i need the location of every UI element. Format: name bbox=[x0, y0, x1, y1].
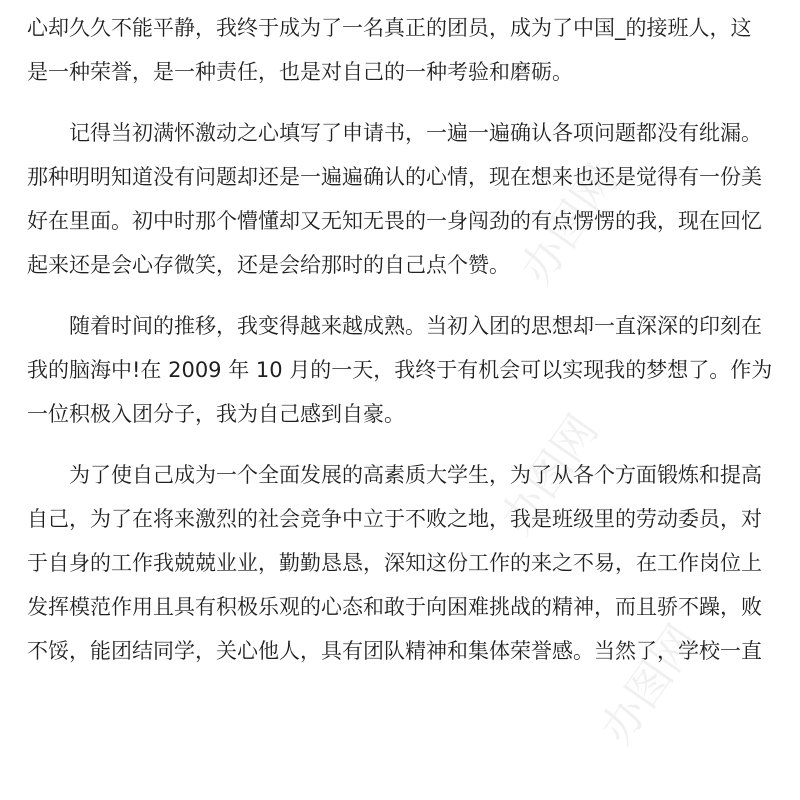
document-body bbox=[27, 6, 777, 690]
watermark: 办图网 bbox=[490, 405, 609, 544]
text-line: 起来还是会心存微笑，还是会给那时的自己点个赞。 bbox=[27, 253, 510, 277]
text-line: 随着时间的推移，我变得越来越成熟。当初入团的思想却一直深深的印刻在 bbox=[69, 314, 762, 338]
text-line: 那种明明知道没有问题却还是一遍遍确认的心情，现在想来也还是觉得有一份美 bbox=[27, 165, 762, 189]
text-line: 不馁，能团结同学，关心他人，具有团队精神和集体荣誉感。当然了，学校一直 bbox=[27, 639, 762, 663]
watermark: 办图网 bbox=[590, 615, 709, 754]
paragraph bbox=[27, 6, 777, 94]
text-line: 为了使自己成为一个全面发展的高素质大学生，为了从各个方面锻炼和提高 bbox=[69, 463, 762, 487]
text-line: 发挥模范作用且具有积极乐观的心态和敢于向困难挑战的精神，而且骄不躁，败 bbox=[27, 595, 762, 619]
text-line: 一位积极入团分子，我为自己感到自豪。 bbox=[27, 402, 405, 426]
paragraph bbox=[27, 453, 777, 673]
text-line: 于自身的工作我兢兢业业，勤勤恳恳，深知这份工作的来之不易，在工作岗位上 bbox=[27, 551, 762, 575]
text-line: 好在里面。初中时那个懵懂却又无知无畏的一身闯劲的有点愣愣的我，现在回忆 bbox=[27, 209, 762, 233]
text-line: 我的脑海中!在 2009 年 10 月的一天，我终于有机会可以实现我的梦想了。作为 bbox=[27, 358, 773, 382]
text-line: 心却久久不能平静，我终于成为了一名真正的团员，成为了中国_的接班人，这 bbox=[27, 16, 752, 40]
paragraph bbox=[27, 111, 777, 287]
text-line: 是一种荣誉，是一种责任，也是对自己的一种考验和磨砺。 bbox=[27, 60, 573, 84]
paragraph bbox=[27, 304, 777, 436]
text-line: 记得当初满怀激动之心填写了申请书，一遍一遍确认各项问题都没有纰漏。 bbox=[69, 121, 762, 145]
text-line: 自己，为了在将来激烈的社会竞争中立于不败之地，我是班级里的劳动委员，对 bbox=[27, 507, 762, 531]
watermark: 办图网 bbox=[510, 155, 629, 294]
